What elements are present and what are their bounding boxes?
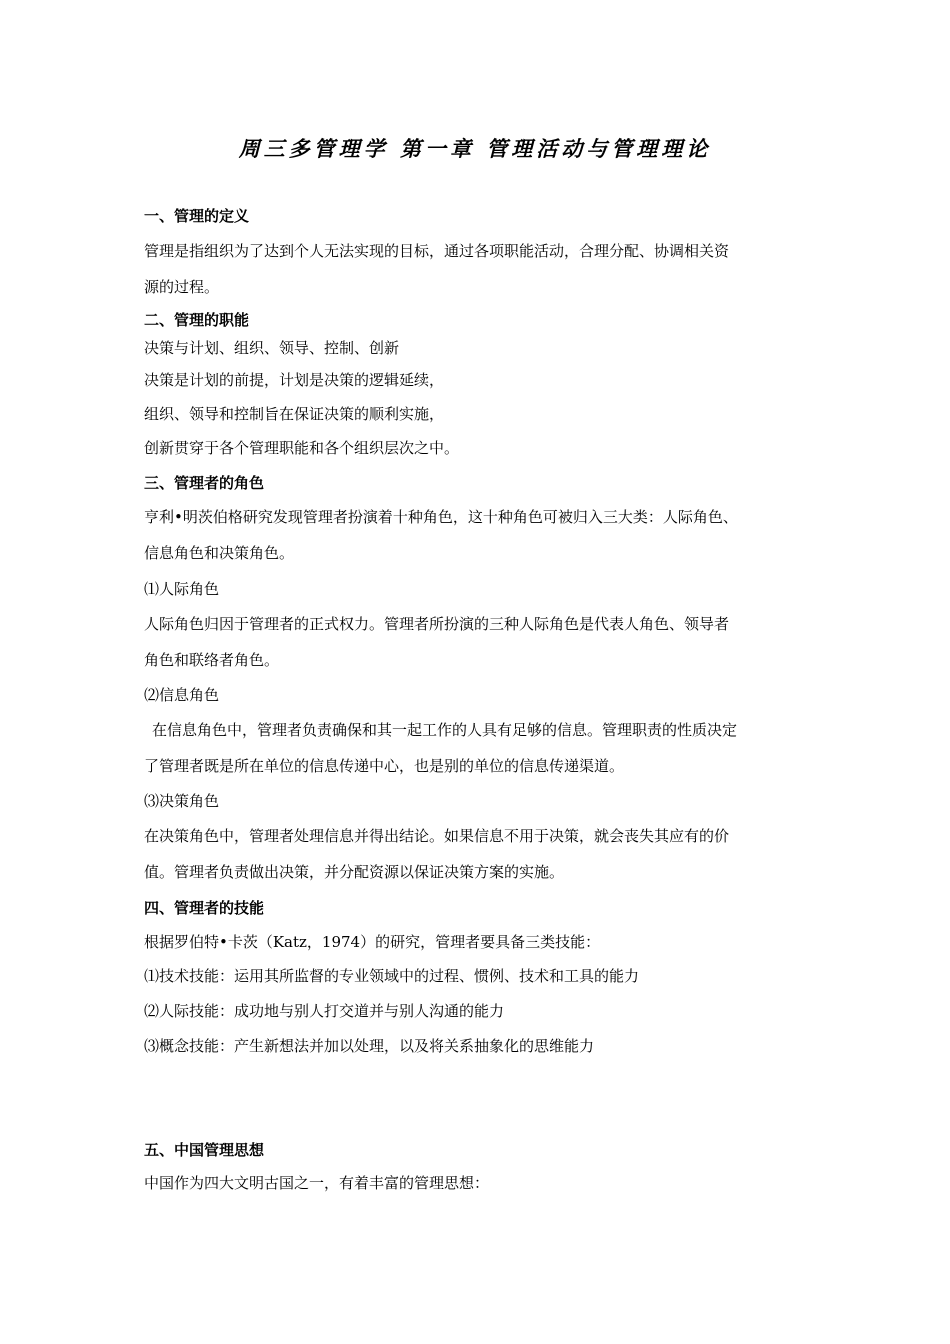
paragraph-line: 人际角色归因于管理者的正式权力。管理者所扮演的三种人际角色是代表人角色、领导者 bbox=[144, 615, 730, 633]
section-heading-functions: 二、管理的职能 bbox=[144, 311, 250, 329]
section-heading-definition: 一、管理的定义 bbox=[144, 207, 250, 225]
document-title: 周三多管理学 第一章 管理活动与管理理论 bbox=[238, 136, 712, 161]
paragraph-line: 角色和联络者角色。 bbox=[144, 651, 280, 669]
paragraph-line: 根据罗伯特•卡茨（Katz，1974）的研究，管理者要具备三类技能： bbox=[144, 933, 601, 951]
paragraph-line: 中国作为四大文明古国之一，有着丰富的管理思想： bbox=[144, 1174, 490, 1192]
paragraph-line: 组织、领导和控制旨在保证决策的顺利实施， bbox=[144, 405, 445, 423]
paragraph-line: 在信息角色中，管理者负责确保和其一起工作的人具有足够的信息。管理职责的性质决定 bbox=[152, 721, 738, 739]
paragraph-line: 了管理者既是所在单位的信息传递中心，也是别的单位的信息传递渠道。 bbox=[144, 757, 625, 775]
list-item-technical-skill: ⑴技术技能：运用其所监督的专业领域中的过程、惯例、技术和工具的能力 bbox=[144, 967, 640, 985]
paragraph-line: 在决策角色中，管理者处理信息并得出结论。如果信息不用于决策，就会丧失其应有的价 bbox=[144, 827, 730, 845]
subheading-decisional-role: ⑶决策角色 bbox=[144, 792, 220, 810]
subheading-interpersonal-role: ⑴人际角色 bbox=[144, 580, 220, 598]
list-item-conceptual-skill: ⑶概念技能：产生新想法并加以处理，以及将关系抽象化的思维能力 bbox=[144, 1037, 595, 1055]
paragraph-line: 决策是计划的前提，计划是决策的逻辑延续， bbox=[144, 371, 445, 389]
section-heading-skills: 四、管理者的技能 bbox=[144, 899, 265, 917]
section-heading-roles: 三、管理者的角色 bbox=[144, 474, 265, 492]
section-heading-chinese-thought: 五、中国管理思想 bbox=[144, 1141, 265, 1159]
paragraph-line: 值。管理者负责做出决策，并分配资源以保证决策方案的实施。 bbox=[144, 863, 565, 881]
subheading-informational-role: ⑵信息角色 bbox=[144, 686, 220, 704]
paragraph-line: 亨利•明茨伯格研究发现管理者扮演着十种角色，这十种角色可被归入三大类：人际角色、 bbox=[144, 508, 738, 526]
list-item-human-skill: ⑵人际技能：成功地与别人打交道并与别人沟通的能力 bbox=[144, 1002, 505, 1020]
paragraph-line: 源的过程。 bbox=[144, 278, 220, 296]
paragraph-line: 创新贯穿于各个管理职能和各个组织层次之中。 bbox=[144, 439, 460, 457]
paragraph-line: 决策与计划、组织、领导、控制、创新 bbox=[144, 339, 400, 357]
paragraph-line: 信息角色和决策角色。 bbox=[144, 544, 295, 562]
paragraph-line: 管理是指组织为了达到个人无法实现的目标，通过各项职能活动，合理分配、协调相关资 bbox=[144, 242, 730, 260]
